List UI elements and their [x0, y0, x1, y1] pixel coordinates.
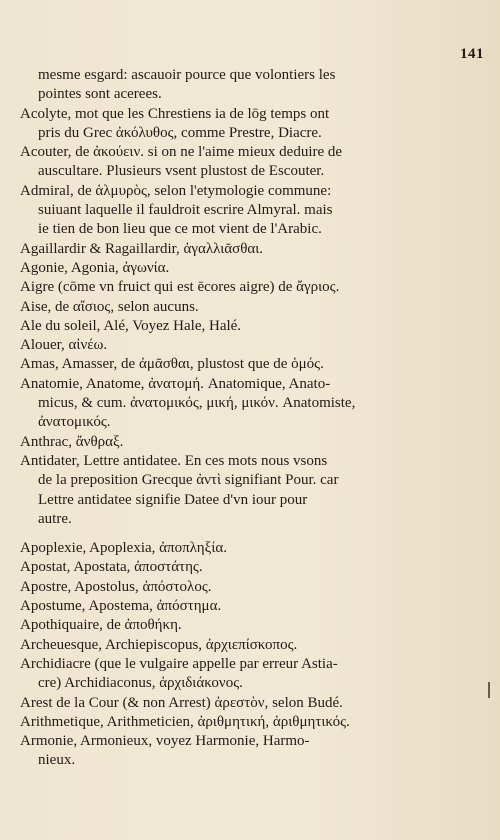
text-line: mesme esgard: ascauoir pource que volontiers les: [38, 67, 336, 83]
text-line: auscultare. Plusieurs vsent plustost de Escouter.: [38, 163, 325, 180]
text-line: Apothiquaire, de ἀποθήκη.: [20, 617, 182, 634]
text-line: autre.: [38, 510, 72, 527]
text-line: Anatomie, Anatome, ἀνατομή. Anatomique, Anato-: [20, 375, 331, 392]
text-line: Ale du soleil, Alé, Voyez Hale, Halé.: [20, 317, 242, 334]
text-line: Antidater, Lettre antidatee. En ces mots nous vsons: [20, 452, 328, 469]
text-line: Arest de la Cour (& non Arrest) ἀρεστὸν, selon Budé.: [20, 694, 343, 711]
text-line: Apostat, Apostata, ἀποστάτης.: [20, 559, 203, 576]
text-line: Aise, de αἴσιος, selon aucuns.: [20, 298, 199, 315]
text-line: Armonie, Armonieux, voyez Harmonie, Harmo-: [20, 733, 310, 750]
text-line: Agaillardir & Ragaillardir, ἀγαλλιᾶσθαι.: [20, 240, 264, 257]
text-line: Anthrac, ἄνθραξ.: [20, 433, 124, 450]
text-line: Admiral, de ἁλμυρὸς, selon l'etymologie commune:: [20, 182, 332, 199]
text-line: cre) Archidiaconus, ἀρχιδιάκονος.: [38, 675, 243, 692]
text-line: Arithmetique, Arithmeticien, ἀριθμητική, ἀριθμητικός.: [20, 713, 350, 730]
text-line: Acolyte, mot que les Chrestiens ia de lōg temps ont: [20, 105, 330, 122]
page-number: 141: [460, 46, 484, 62]
text-line: micus, & cum. ἀνατομικός, μική, μικόν. Anatomiste,: [38, 395, 356, 412]
text-line: Lettre antidatee signifie Datee d'vn iour pour: [38, 491, 308, 508]
text-line: Archidiacre (que le vulgaire appelle par erreur Astia-: [20, 655, 338, 672]
margin-mark: [488, 682, 490, 698]
text-line: Apoplexie, Apoplexia, ἀποπληξία.: [20, 540, 227, 557]
text-line: Acouter, de ἀκούειν. si on ne l'aime mieux deduire de: [20, 144, 343, 161]
page-text: [20, 66, 486, 771]
text-line: Aigre (cōme vn fruict qui est ēcores aigre) de ἄγριος.: [20, 279, 340, 296]
text-line: Archeuesque, Archiepiscopus, ἀρχιεπίσκοπος.: [20, 636, 298, 653]
text-line: Agonie, Agonia, ἀγωνία.: [20, 259, 170, 276]
text-line: Apostre, Apostolus, ἀπόστολος.: [20, 578, 212, 595]
text-line: pointes sont acerees.: [38, 86, 162, 103]
text-line: Apostume, Apostema, ἀπόστημα.: [20, 598, 222, 615]
text-line: Amas, Amasser, de ἀμᾶσθαι, plustost que de ὁμός.: [20, 356, 324, 373]
section-gap: [20, 529, 486, 539]
text-line: nieux.: [38, 752, 76, 769]
text-line: Alouer, αἰνέω.: [20, 337, 108, 354]
text-line: pris du Grec ἀκόλυθος, comme Prestre, Diacre.: [38, 124, 322, 141]
text-line: ἀνατομικός.: [38, 414, 111, 431]
text-line: ie tien de bon lieu que ce mot vient de l'Arabic.: [38, 221, 322, 238]
text-line: suiuant laquelle il fauldroit escrire Almyral. mais: [38, 202, 333, 219]
text-line: de la preposition Grecque ἀντὶ signifiant Pour. car: [38, 472, 339, 489]
